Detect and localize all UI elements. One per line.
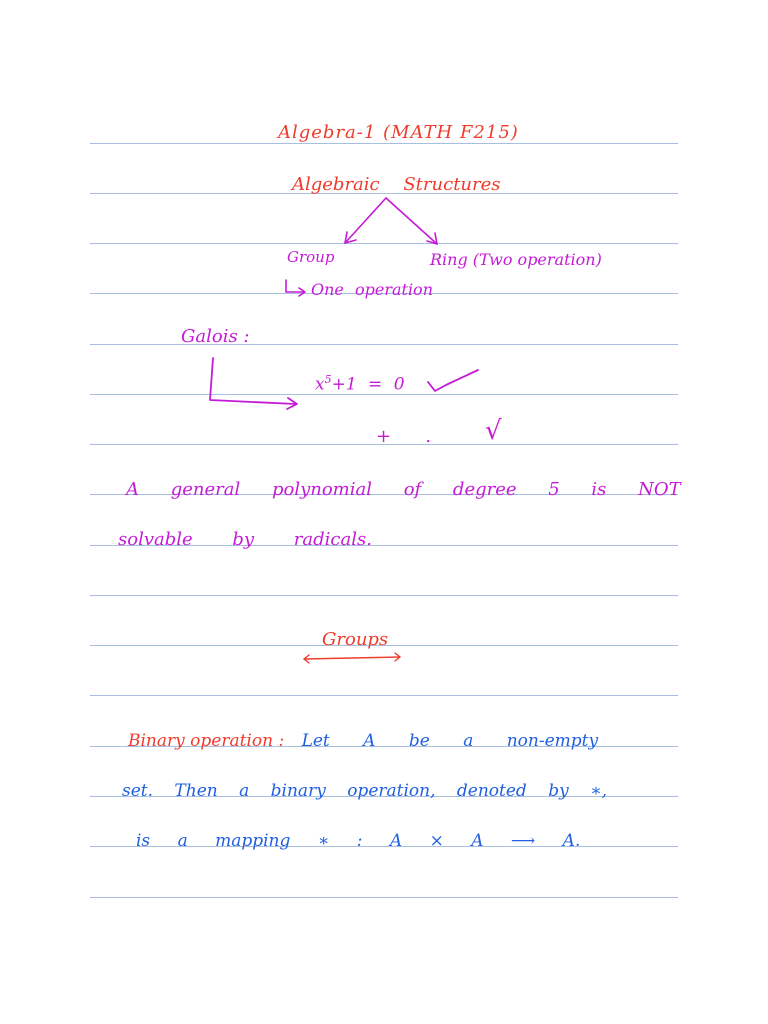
binary-operation-term: Binary operation :	[128, 731, 285, 751]
equation-base: x	[315, 374, 325, 395]
groups-heading: Groups	[322, 629, 389, 650]
equation-rest: +1 = 0	[331, 374, 405, 395]
page-title: Algebra-1 (MATH F215)	[278, 122, 519, 143]
definition-line-2: set. Then a binary operation, denoted by ∗,	[122, 781, 608, 801]
branch-left-label: Group	[287, 248, 335, 266]
definition-line-3: is a mapping ∗ : A × A ⟶ A.	[136, 831, 581, 851]
branch-left-note: One operation	[311, 280, 433, 299]
statement-line-2: solvable by radicals.	[118, 529, 372, 550]
operations-line: + .	[376, 426, 432, 447]
definition-line-1	[128, 733, 598, 750]
statement-line-1: A general polynomial of degree 5 is NOT	[126, 479, 681, 500]
radical-symbol: √	[485, 416, 502, 446]
section-heading: Algebraic Structures	[292, 174, 501, 195]
equation-exponent: 5	[324, 373, 332, 386]
galois-label: Galois :	[181, 326, 250, 347]
definition-line-1-rest: Let A be a non-empty	[301, 731, 599, 751]
branch-right-label: Ring (Two operation)	[430, 250, 602, 269]
